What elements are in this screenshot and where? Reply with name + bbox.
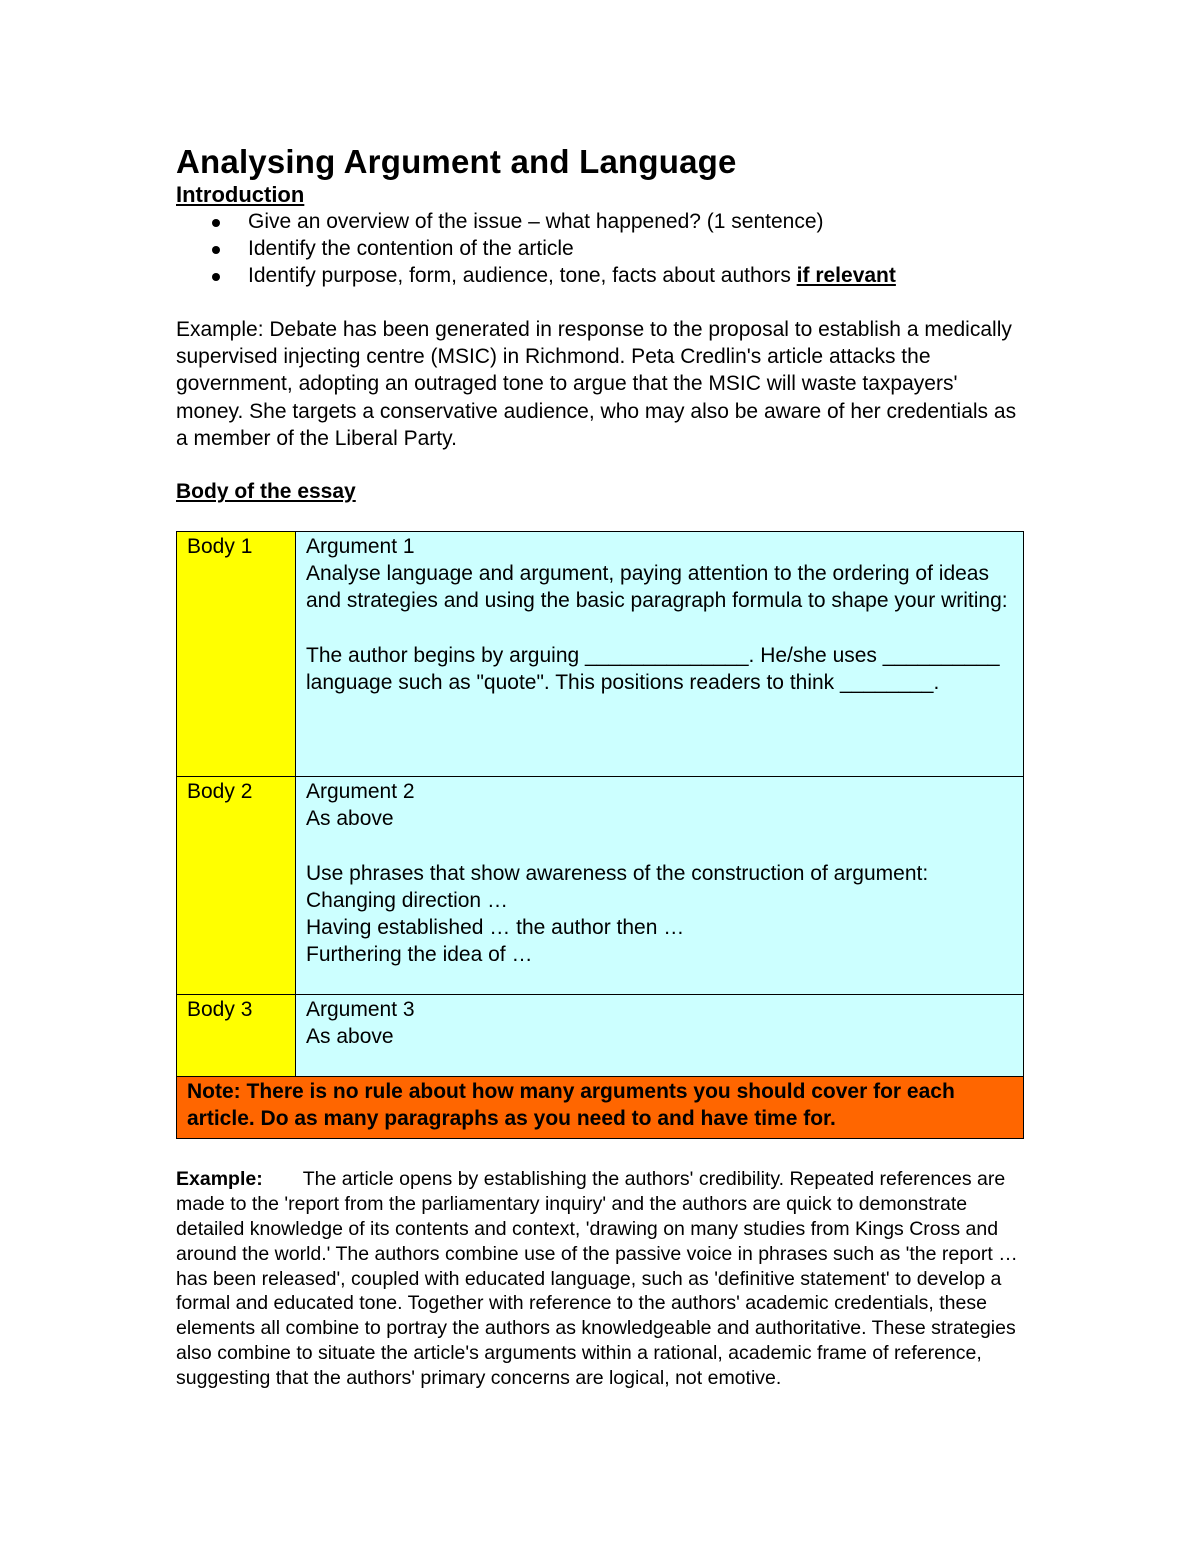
example-label: Example: bbox=[176, 1168, 263, 1191]
table-row bbox=[177, 1077, 1024, 1139]
body-label-cell: Body 2 bbox=[177, 777, 296, 995]
list-item: Give an overview of the issue – what happened? (1 sentence) bbox=[248, 208, 1026, 235]
essay-structure-table bbox=[176, 531, 1024, 1139]
argument-cell bbox=[296, 532, 1024, 777]
document-page bbox=[176, 142, 1026, 1391]
note-cell: Note: There is no rule about how many arguments you should cover for each article. Do as many paragraphs as you need to and have time for. bbox=[177, 1077, 1024, 1139]
body-label-cell: Body 3 bbox=[177, 995, 296, 1077]
phrase-item: Having established … the author then … bbox=[306, 916, 685, 940]
argument-title: Argument 1 bbox=[306, 535, 415, 559]
paragraph-template: The author begins by arguing ______________. He/she uses __________ language such as "quote". This positions readers to think ________. bbox=[306, 643, 1000, 695]
table-row bbox=[177, 532, 1024, 777]
argument-cell bbox=[296, 995, 1024, 1077]
example-text: The article opens by establishing the authors' credibility. Repeated references are made to the 'report from the parliamentary inquiry' and the authors are quick to demonstrate detailed knowledge of its contents and context, 'drawing on many studies from Kings Cross and around the world.' The authors combine use of the passive voice in phrases such as 'the report … has been released', coupled with educated language, such as 'definitive statement' to develop a formal and educated tone. Together with reference to the authors' academic credentials, these elements all combine to portray the authors as knowledgeable and authoritative. These strategies also combine to situate the article's arguments within a rational, academic frame of reference, suggesting that the authors' primary concerns are logical, not emotive. bbox=[176, 1168, 1018, 1389]
bullet-icon bbox=[212, 273, 220, 281]
introduction-bullet-list bbox=[176, 208, 1026, 289]
argument-cell bbox=[296, 777, 1024, 995]
introduction-example: Example: Debate has been generated in response to the proposal to establish a medically supervised injecting centre (MSIC) in Richmond. Peta Credlin's article attacks the government, adopting an outraged tone to argue that the MSIC will waste taxpayers' money. She targets a conservative audience, who may also be aware of her credentials as a member of the Liberal Party. bbox=[176, 318, 1017, 450]
emphasis-text: if relevant bbox=[796, 264, 896, 287]
table-row bbox=[177, 995, 1024, 1077]
argument-text: As above bbox=[306, 1025, 394, 1049]
phrase-item: Furthering the idea of … bbox=[306, 943, 533, 967]
phrase-item: Changing direction … bbox=[306, 888, 508, 912]
page-title: Analysing Argument and Language bbox=[176, 143, 737, 180]
body-example bbox=[176, 1167, 1026, 1390]
body-label-cell: Body 1 bbox=[177, 532, 296, 777]
table-row bbox=[177, 777, 1024, 995]
argument-title: Argument 3 bbox=[306, 998, 415, 1022]
list-item: Identify purpose, form, audience, tone, facts about authors if relevant bbox=[248, 262, 1026, 289]
bullet-icon bbox=[212, 246, 220, 254]
argument-text: As above bbox=[306, 807, 394, 831]
phrases-intro: Use phrases that show awareness of the construction of argument: bbox=[306, 861, 929, 885]
list-item: Identify the contention of the article bbox=[248, 235, 1026, 262]
body-heading: Body of the essay bbox=[176, 480, 356, 504]
bullet-icon bbox=[212, 219, 220, 227]
introduction-heading: Introduction bbox=[176, 182, 305, 207]
argument-text: Analyse language and argument, paying attention to the ordering of ideas and strategies and using the basic paragraph formula to shape your writing: bbox=[306, 562, 1008, 613]
argument-title: Argument 2 bbox=[306, 780, 415, 804]
